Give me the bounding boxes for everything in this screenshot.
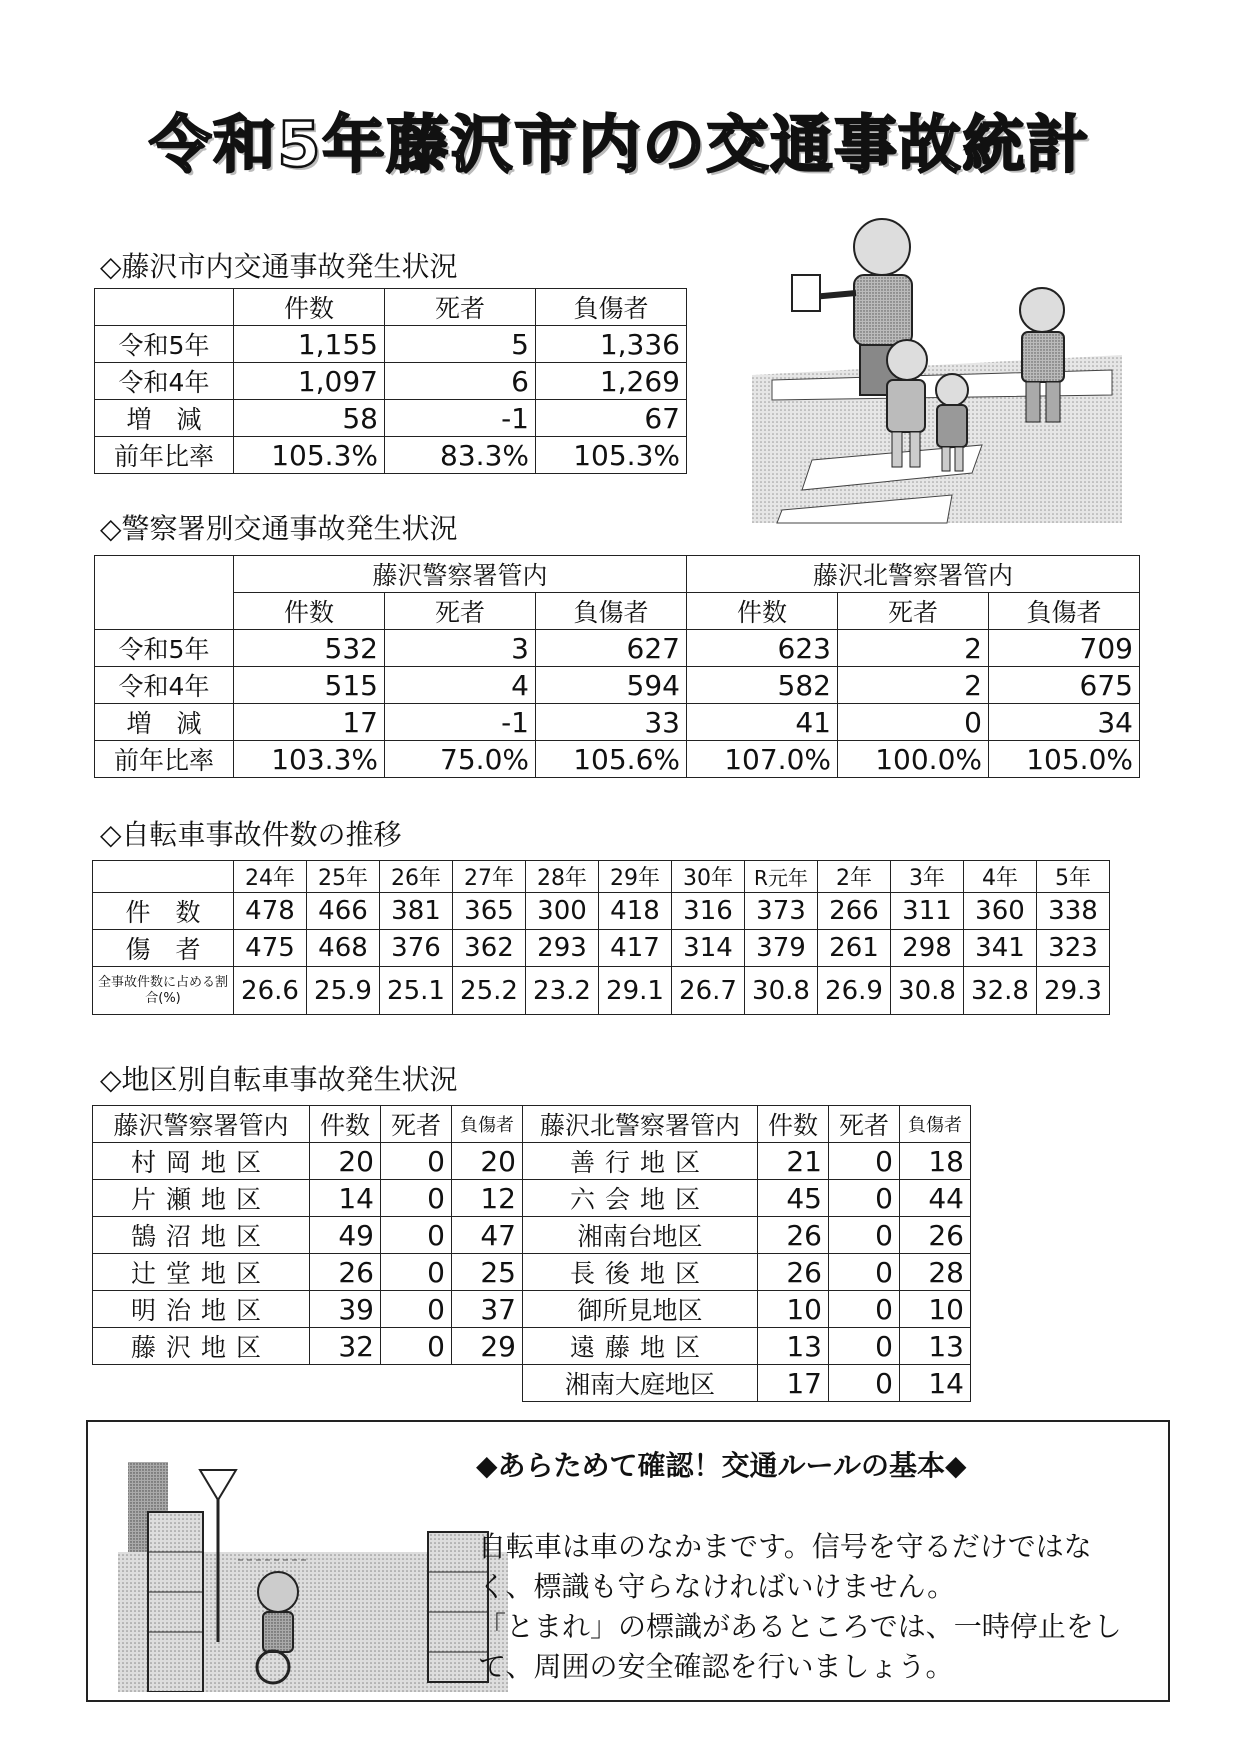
cell: 300 [526, 893, 599, 930]
cell: 466 [307, 893, 380, 930]
row-label: 増 減 [95, 704, 234, 741]
cell: 3 [385, 630, 536, 667]
col-header: 死者 [385, 593, 536, 630]
cell: 103.3% [234, 741, 385, 778]
cell: 13 [900, 1328, 971, 1365]
cell: 17 [758, 1365, 829, 1402]
cell: 266 [818, 893, 891, 930]
cell: 0 [829, 1365, 900, 1402]
row-label: 件 数 [93, 893, 234, 930]
col-header: 死者 [381, 1106, 452, 1143]
cell: 623 [687, 630, 838, 667]
cell: 10 [900, 1291, 971, 1328]
cell: 316 [672, 893, 745, 930]
empty-cell [93, 1365, 523, 1402]
cell: 532 [234, 630, 385, 667]
cell: 381 [380, 893, 453, 930]
cell: 6 [385, 363, 536, 400]
row-label: 前年比率 [95, 741, 234, 778]
cell: -1 [385, 400, 536, 437]
cell: 5 [385, 326, 536, 363]
cell: 0 [829, 1217, 900, 1254]
cell: 10 [758, 1291, 829, 1328]
rules-heading: ◆あらためて確認！交通ルールの基本◆ [476, 1449, 967, 1482]
district-label: 鵠沼地区 [93, 1217, 310, 1254]
group-header: 藤沢警察署管内 [234, 556, 687, 593]
col-header: 件数 [758, 1106, 829, 1143]
cell: 30.8 [891, 967, 964, 1015]
col-header: 負傷者 [536, 593, 687, 630]
bicycle-stop-sign-illustration [118, 1442, 508, 1692]
cell: 2 [838, 630, 989, 667]
cell: 45 [758, 1180, 829, 1217]
cell: 376 [380, 930, 453, 967]
row-label: 増 減 [95, 400, 234, 437]
district-label: 辻堂地区 [93, 1254, 310, 1291]
year-header: 5年 [1037, 861, 1110, 893]
cell: 33 [536, 704, 687, 741]
rules-line: 自転車は車のなかまです。信号を守るだけではな [478, 1530, 1092, 1563]
cell: 28 [900, 1254, 971, 1291]
cell: 379 [745, 930, 818, 967]
col-header: 件数 [310, 1106, 381, 1143]
cell: 23.2 [526, 967, 599, 1015]
rules-box [86, 1420, 1170, 1702]
cell: 478 [234, 893, 307, 930]
cell: 25.2 [453, 967, 526, 1015]
cell: 32.8 [964, 967, 1037, 1015]
year-header: 24年 [234, 861, 307, 893]
section1-table [94, 288, 687, 474]
row-label: 全事故件数に占める割合(%) [93, 967, 234, 1015]
cell: 26 [758, 1217, 829, 1254]
col-header: 死者 [829, 1106, 900, 1143]
cell: 475 [234, 930, 307, 967]
year-header: 3年 [891, 861, 964, 893]
cell: 0 [381, 1328, 452, 1365]
year-header: R元年 [745, 861, 818, 893]
cell: 75.0% [385, 741, 536, 778]
cell: 17 [234, 704, 385, 741]
col-header: 負傷者 [900, 1106, 971, 1143]
cell: 26 [758, 1254, 829, 1291]
year-header: 2年 [818, 861, 891, 893]
cell: 26.6 [234, 967, 307, 1015]
col-header: 件数 [687, 593, 838, 630]
cell: 67 [536, 400, 687, 437]
cell: -1 [385, 704, 536, 741]
col-header: 藤沢北警察署管内 [523, 1106, 758, 1143]
rules-body [478, 1527, 1158, 1687]
district-label: 六会地区 [523, 1180, 758, 1217]
cell: 468 [307, 930, 380, 967]
cell: 25.1 [380, 967, 453, 1015]
section3-heading: ◇自転車事故件数の推移 [100, 818, 402, 851]
cell: 25 [452, 1254, 523, 1291]
row-label: 傷 者 [93, 930, 234, 967]
row-label: 令和4年 [95, 667, 234, 704]
group-header: 藤沢北警察署管内 [687, 556, 1140, 593]
district-label: 湘南台地区 [523, 1217, 758, 1254]
cell: 26 [900, 1217, 971, 1254]
cell: 14 [310, 1180, 381, 1217]
cell: 675 [989, 667, 1140, 704]
cell: 0 [381, 1217, 452, 1254]
col-header: 藤沢警察署管内 [93, 1106, 310, 1143]
cell: 0 [838, 704, 989, 741]
cell: 0 [829, 1328, 900, 1365]
district-label: 村岡地区 [93, 1143, 310, 1180]
cell: 47 [452, 1217, 523, 1254]
cell: 1,097 [234, 363, 385, 400]
cell: 323 [1037, 930, 1110, 967]
year-header: 4年 [964, 861, 1037, 893]
cell: 418 [599, 893, 672, 930]
year-header: 30年 [672, 861, 745, 893]
cell: 49 [310, 1217, 381, 1254]
cell: 0 [829, 1143, 900, 1180]
cell: 594 [536, 667, 687, 704]
district-label: 御所見地区 [523, 1291, 758, 1328]
district-label: 善行地区 [523, 1143, 758, 1180]
cell: 32 [310, 1328, 381, 1365]
cell: 1,336 [536, 326, 687, 363]
row-label: 前年比率 [95, 437, 234, 474]
cell: 515 [234, 667, 385, 704]
cell: 105.3% [234, 437, 385, 474]
section4-table [92, 1105, 971, 1402]
cell: 338 [1037, 893, 1110, 930]
cell: 0 [381, 1143, 452, 1180]
cell: 20 [310, 1143, 381, 1180]
district-label: 湘南大庭地区 [523, 1365, 758, 1402]
cell: 298 [891, 930, 964, 967]
empty-corner [95, 556, 234, 630]
cell: 18 [900, 1143, 971, 1180]
year-header: 25年 [307, 861, 380, 893]
cell: 362 [453, 930, 526, 967]
cell: 14 [900, 1365, 971, 1402]
cell: 100.0% [838, 741, 989, 778]
col-header: 負傷者 [536, 289, 687, 326]
cell: 373 [745, 893, 818, 930]
cell: 58 [234, 400, 385, 437]
cell: 26.7 [672, 967, 745, 1015]
empty-corner [93, 861, 234, 893]
district-label: 片瀬地区 [93, 1180, 310, 1217]
col-header: 負傷者 [989, 593, 1140, 630]
col-header: 負傷者 [452, 1106, 523, 1143]
rules-line: く、標識も守らなければいけません。 [478, 1570, 956, 1603]
page-title: 令和5年藤沢市内の交通事故統計 [149, 108, 1091, 181]
cell: 261 [818, 930, 891, 967]
cell: 582 [687, 667, 838, 704]
row-label: 令和5年 [95, 326, 234, 363]
cell: 34 [989, 704, 1140, 741]
cell: 26 [310, 1254, 381, 1291]
cell: 2 [838, 667, 989, 704]
cell: 12 [452, 1180, 523, 1217]
cell: 0 [829, 1180, 900, 1217]
cell: 44 [900, 1180, 971, 1217]
empty-corner [95, 289, 234, 326]
cell: 29 [452, 1328, 523, 1365]
cell: 37 [452, 1291, 523, 1328]
cell: 0 [381, 1291, 452, 1328]
section3-table [92, 860, 1110, 1015]
cell: 20 [452, 1143, 523, 1180]
cell: 627 [536, 630, 687, 667]
cell: 105.6% [536, 741, 687, 778]
cell: 107.0% [687, 741, 838, 778]
rules-line: て、周囲の安全確認を行いましょう。 [478, 1650, 954, 1683]
cell: 0 [829, 1254, 900, 1291]
cell: 25.9 [307, 967, 380, 1015]
cell: 13 [758, 1328, 829, 1365]
cell: 1,269 [536, 363, 687, 400]
crossing-guard-illustration [752, 205, 1122, 525]
district-label: 藤沢地区 [93, 1328, 310, 1365]
col-header: 死者 [385, 289, 536, 326]
cell: 39 [310, 1291, 381, 1328]
year-header: 29年 [599, 861, 672, 893]
cell: 341 [964, 930, 1037, 967]
col-header: 件数 [234, 593, 385, 630]
cell: 293 [526, 930, 599, 967]
district-label: 明治地区 [93, 1291, 310, 1328]
section2-table [94, 555, 1140, 778]
cell: 1,155 [234, 326, 385, 363]
cell: 709 [989, 630, 1140, 667]
cell: 41 [687, 704, 838, 741]
cell: 311 [891, 893, 964, 930]
cell: 83.3% [385, 437, 536, 474]
col-header: 死者 [838, 593, 989, 630]
cell: 21 [758, 1143, 829, 1180]
cell: 4 [385, 667, 536, 704]
district-label: 遠藤地区 [523, 1328, 758, 1365]
year-header: 28年 [526, 861, 599, 893]
rules-line: 「とまれ」の標識があるところでは、一時停止をし [478, 1610, 1122, 1643]
cell: 30.8 [745, 967, 818, 1015]
cell: 105.3% [536, 437, 687, 474]
cell: 105.0% [989, 741, 1140, 778]
year-header: 26年 [380, 861, 453, 893]
cell: 0 [381, 1254, 452, 1291]
cell: 360 [964, 893, 1037, 930]
row-label: 令和5年 [95, 630, 234, 667]
col-header: 件数 [234, 289, 385, 326]
cell: 365 [453, 893, 526, 930]
year-header: 27年 [453, 861, 526, 893]
cell: 314 [672, 930, 745, 967]
cell: 26.9 [818, 967, 891, 1015]
section4-heading: ◇地区別自転車事故発生状況 [100, 1063, 458, 1096]
section2-heading: ◇警察署別交通事故発生状況 [100, 512, 458, 545]
cell: 29.1 [599, 967, 672, 1015]
section1-heading: ◇藤沢市内交通事故発生状況 [100, 250, 458, 283]
cell: 29.3 [1037, 967, 1110, 1015]
row-label: 令和4年 [95, 363, 234, 400]
cell: 417 [599, 930, 672, 967]
district-label: 長後地区 [523, 1254, 758, 1291]
cell: 0 [381, 1180, 452, 1217]
cell: 0 [829, 1291, 900, 1328]
